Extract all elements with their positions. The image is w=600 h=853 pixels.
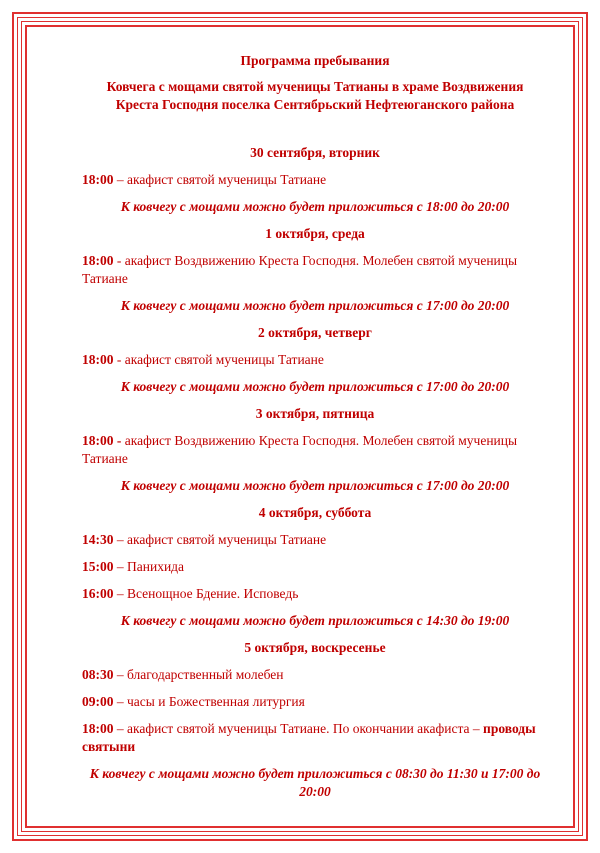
schedule-item — [82, 351, 548, 369]
day-date: 5 октября, воскресенье — [244, 640, 386, 655]
item-time: 18:00 — [82, 253, 114, 268]
schedule-item — [82, 171, 548, 189]
item-time: 14:30 — [82, 532, 114, 547]
schedule-item — [82, 720, 548, 756]
item-text: – акафист святой мученицы Татиане. По окончании акафиста – — [113, 721, 484, 736]
veneration-note: К ковчегу с мощами можно будет приложиться с 17:00 до 20:00 — [120, 379, 510, 394]
veneration-note: К ковчегу с мощами можно будет приложиться с 17:00 до 20:00 — [120, 478, 510, 493]
item-text: – Панихида — [113, 559, 185, 574]
program-subtitle — [82, 78, 548, 114]
item-time: 16:00 — [82, 586, 114, 601]
day-block — [82, 639, 548, 801]
day-block — [82, 504, 548, 630]
schedule-item — [82, 432, 548, 468]
day-date: 3 октября, пятница — [255, 406, 375, 421]
item-text: – благодарственный молебен — [113, 667, 284, 682]
schedule-item — [82, 693, 548, 711]
item-text: – акафист святой мученицы Татиане — [113, 532, 327, 547]
day-date: 2 октября, четверг — [258, 325, 372, 340]
program-title: Программа пребывания — [240, 53, 390, 68]
day-block — [82, 144, 548, 216]
item-time: 08:30 — [82, 667, 114, 682]
item-text: – часы и Божественная литургия — [113, 694, 305, 709]
day-date: 4 октября, суббота — [258, 505, 372, 520]
item-text: – акафист святой мученицы Татиане — [113, 172, 327, 187]
item-text: – Всенощное Бдение. Исповедь — [113, 586, 299, 601]
item-bold-tail: проводы святыни — [82, 721, 536, 754]
item-time: 09:00 — [82, 694, 114, 709]
item-time: 18:00 — [82, 721, 114, 736]
subtitle-line-1: Ковчега с мощами святой мученицы Татианы в храме Воздвижения — [106, 79, 524, 94]
veneration-note: К ковчегу с мощами можно будет приложиться с 17:00 до 20:00 — [120, 298, 510, 313]
schedule-item — [82, 252, 548, 288]
subtitle-line-2: Креста Господня поселка Сентябрьский Нефтеюганского района — [115, 97, 515, 112]
schedule-item — [82, 666, 548, 684]
veneration-note: К ковчегу с мощами можно будет приложиться с 08:30 до 11:30 и 17:00 до 20:00 — [89, 766, 541, 799]
item-time: 18:00 — [82, 352, 114, 367]
program-content — [82, 52, 548, 810]
veneration-note: К ковчегу с мощами можно будет приложиться с 18:00 до 20:00 — [120, 199, 510, 214]
schedule-item — [82, 531, 548, 549]
item-time: 18:00 — [82, 172, 114, 187]
item-text: акафист Воздвижению Креста Господня. Молебен святой мученицы Татиане — [82, 433, 518, 466]
item-time: 18:00 - — [82, 433, 122, 448]
day-block — [82, 405, 548, 495]
item-text: - акафист Воздвижению Креста Господня. Молебен святой мученицы Татиане — [82, 253, 518, 286]
day-block — [82, 225, 548, 315]
day-block — [82, 324, 548, 396]
schedule-item — [82, 558, 548, 576]
item-time: 15:00 — [82, 559, 114, 574]
item-text: - акафист святой мученицы Татиане — [113, 352, 324, 367]
schedule-item — [82, 585, 548, 603]
day-date: 30 сентября, вторник — [250, 145, 380, 160]
veneration-note: К ковчегу с мощами можно будет приложиться с 14:30 до 19:00 — [120, 613, 510, 628]
day-date: 1 октября, среда — [265, 226, 365, 241]
